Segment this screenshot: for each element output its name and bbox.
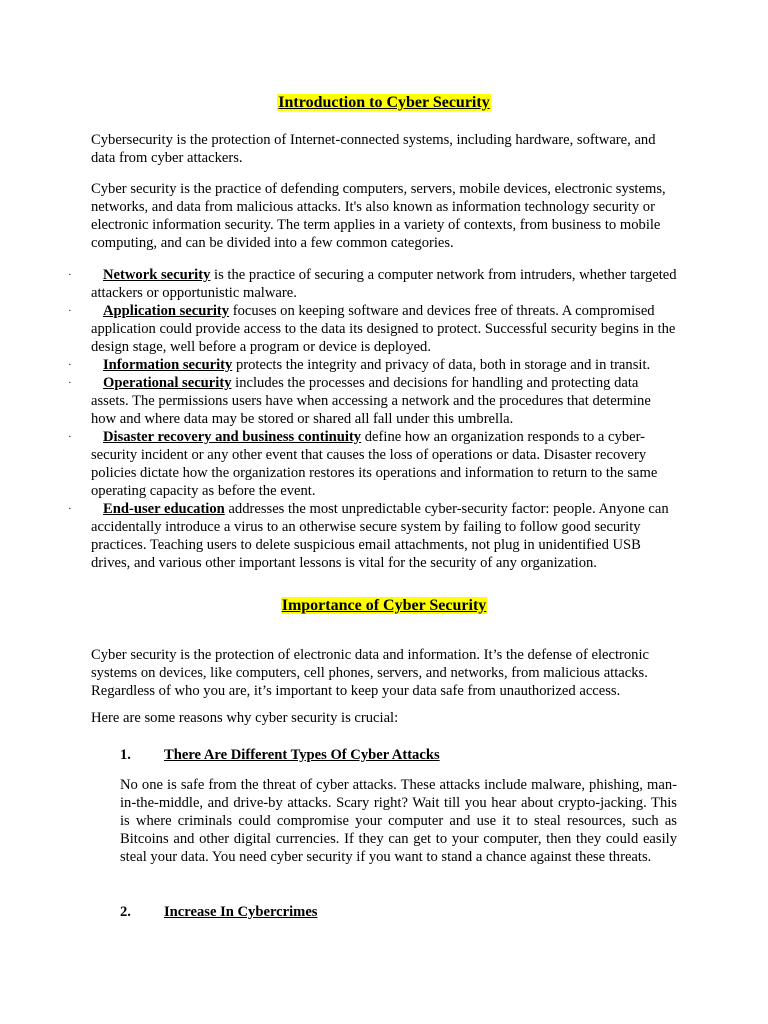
bullet-dot: · xyxy=(68,269,72,281)
category-text: includes the processes and decisions for handling and protecting data assets. The permissions users have when accessing a network and the procedures that determine how and where data may be stored or shared all fall under this umbrella. xyxy=(91,375,651,427)
reason-2-title: Increase In Cybercrimes xyxy=(164,904,318,920)
intro-paragraph-1: Cybersecurity is the protection of Internet-connected systems, including hardware, software, and data from cyber attackers. xyxy=(91,132,656,166)
list-item xyxy=(68,356,677,374)
bullet-dot: · xyxy=(68,359,72,371)
list-item xyxy=(68,428,677,500)
category-term: Network security xyxy=(103,267,211,283)
reason-2-heading xyxy=(120,903,317,921)
category-text: define how an organization responds to a cyber-security incident or any other event that causes the loss of operations or data. Disaster recovery policies dictate how the organization restores its operations and information to return to the same operating capacity as before the event. xyxy=(91,429,658,499)
bullet-dot: · xyxy=(68,377,72,389)
importance-paragraph-2: Here are some reasons why cyber security is crucial: xyxy=(91,710,399,726)
categories-list xyxy=(68,266,677,572)
list-item xyxy=(68,266,677,302)
reason-1-title: There Are Different Types Of Cyber Attacks xyxy=(164,747,440,763)
reason-1-heading xyxy=(120,746,440,764)
category-term: End-user education xyxy=(103,501,225,517)
list-item xyxy=(68,374,677,428)
heading-introduction xyxy=(0,94,768,112)
heading-importance xyxy=(0,597,768,615)
heading-introduction-text: Introduction to Cyber Security xyxy=(278,94,490,111)
category-term: Disaster recovery and business continuity xyxy=(103,429,362,445)
heading-importance-text: Importance of Cyber Security xyxy=(281,597,487,614)
category-term: Information security xyxy=(103,357,233,373)
category-text: focuses on keeping software and devices free of threats. A compromised application could provide access to the data its designed to protect. Successful security begins in the design stage, well before a program or device is deployed. xyxy=(91,303,676,355)
bullet-dot: · xyxy=(68,431,72,443)
bullet-dot: · xyxy=(68,503,72,515)
reason-1-number: 1. xyxy=(120,747,131,763)
reason-1-paragraph: No one is safe from the threat of cyber attacks. These attacks include malware, phishing, man-in-the-middle, and drive-by attacks. Scary right? Wait till you hear about crypto-jacking. This is where criminals could compromise your computer and use it to steal resources, such as Bitcoins and other digital currencies. If they can get to your computer, then they could easily steal your data. You need cyber security if you want to stand a chance against these threats. xyxy=(120,777,677,865)
importance-paragraph-1: Cyber security is the protection of electronic data and information. It’s the defense of electronic systems on devices, like computers, cell phones, servers, and networks, from malicious attacks. Regardless of who you are, it’s important to keep your data safe from unauthorized access. xyxy=(91,647,650,699)
category-text: addresses the most unpredictable cyber-security factor: people. Anyone can accidentally introduce a virus to an otherwise secure system by failing to follow good security practices. Teaching users to delete suspicious email attachments, not plug in unidentified USB drives, and various other important lessons is vital for the security of any organization. xyxy=(91,501,669,571)
reason-2-number: 2. xyxy=(120,904,131,920)
category-term: Application security xyxy=(103,303,230,319)
category-text: is the practice of securing a computer network from intruders, whether targeted attackers or opportunistic malware. xyxy=(91,267,677,301)
intro-paragraph-2: Cyber security is the practice of defending computers, servers, mobile devices, electronic systems, networks, and data from malicious attacks. It's also known as information technology security or electronic information security. The term applies in a variety of contexts, from business to mobile computing, and can be divided into a few common categories. xyxy=(91,181,666,251)
category-term: Operational security xyxy=(103,375,232,391)
category-text: protects the integrity and privacy of data, both in storage and in transit. xyxy=(232,357,651,373)
list-item xyxy=(68,500,677,572)
bullet-dot: · xyxy=(68,305,72,317)
list-item xyxy=(68,302,677,356)
